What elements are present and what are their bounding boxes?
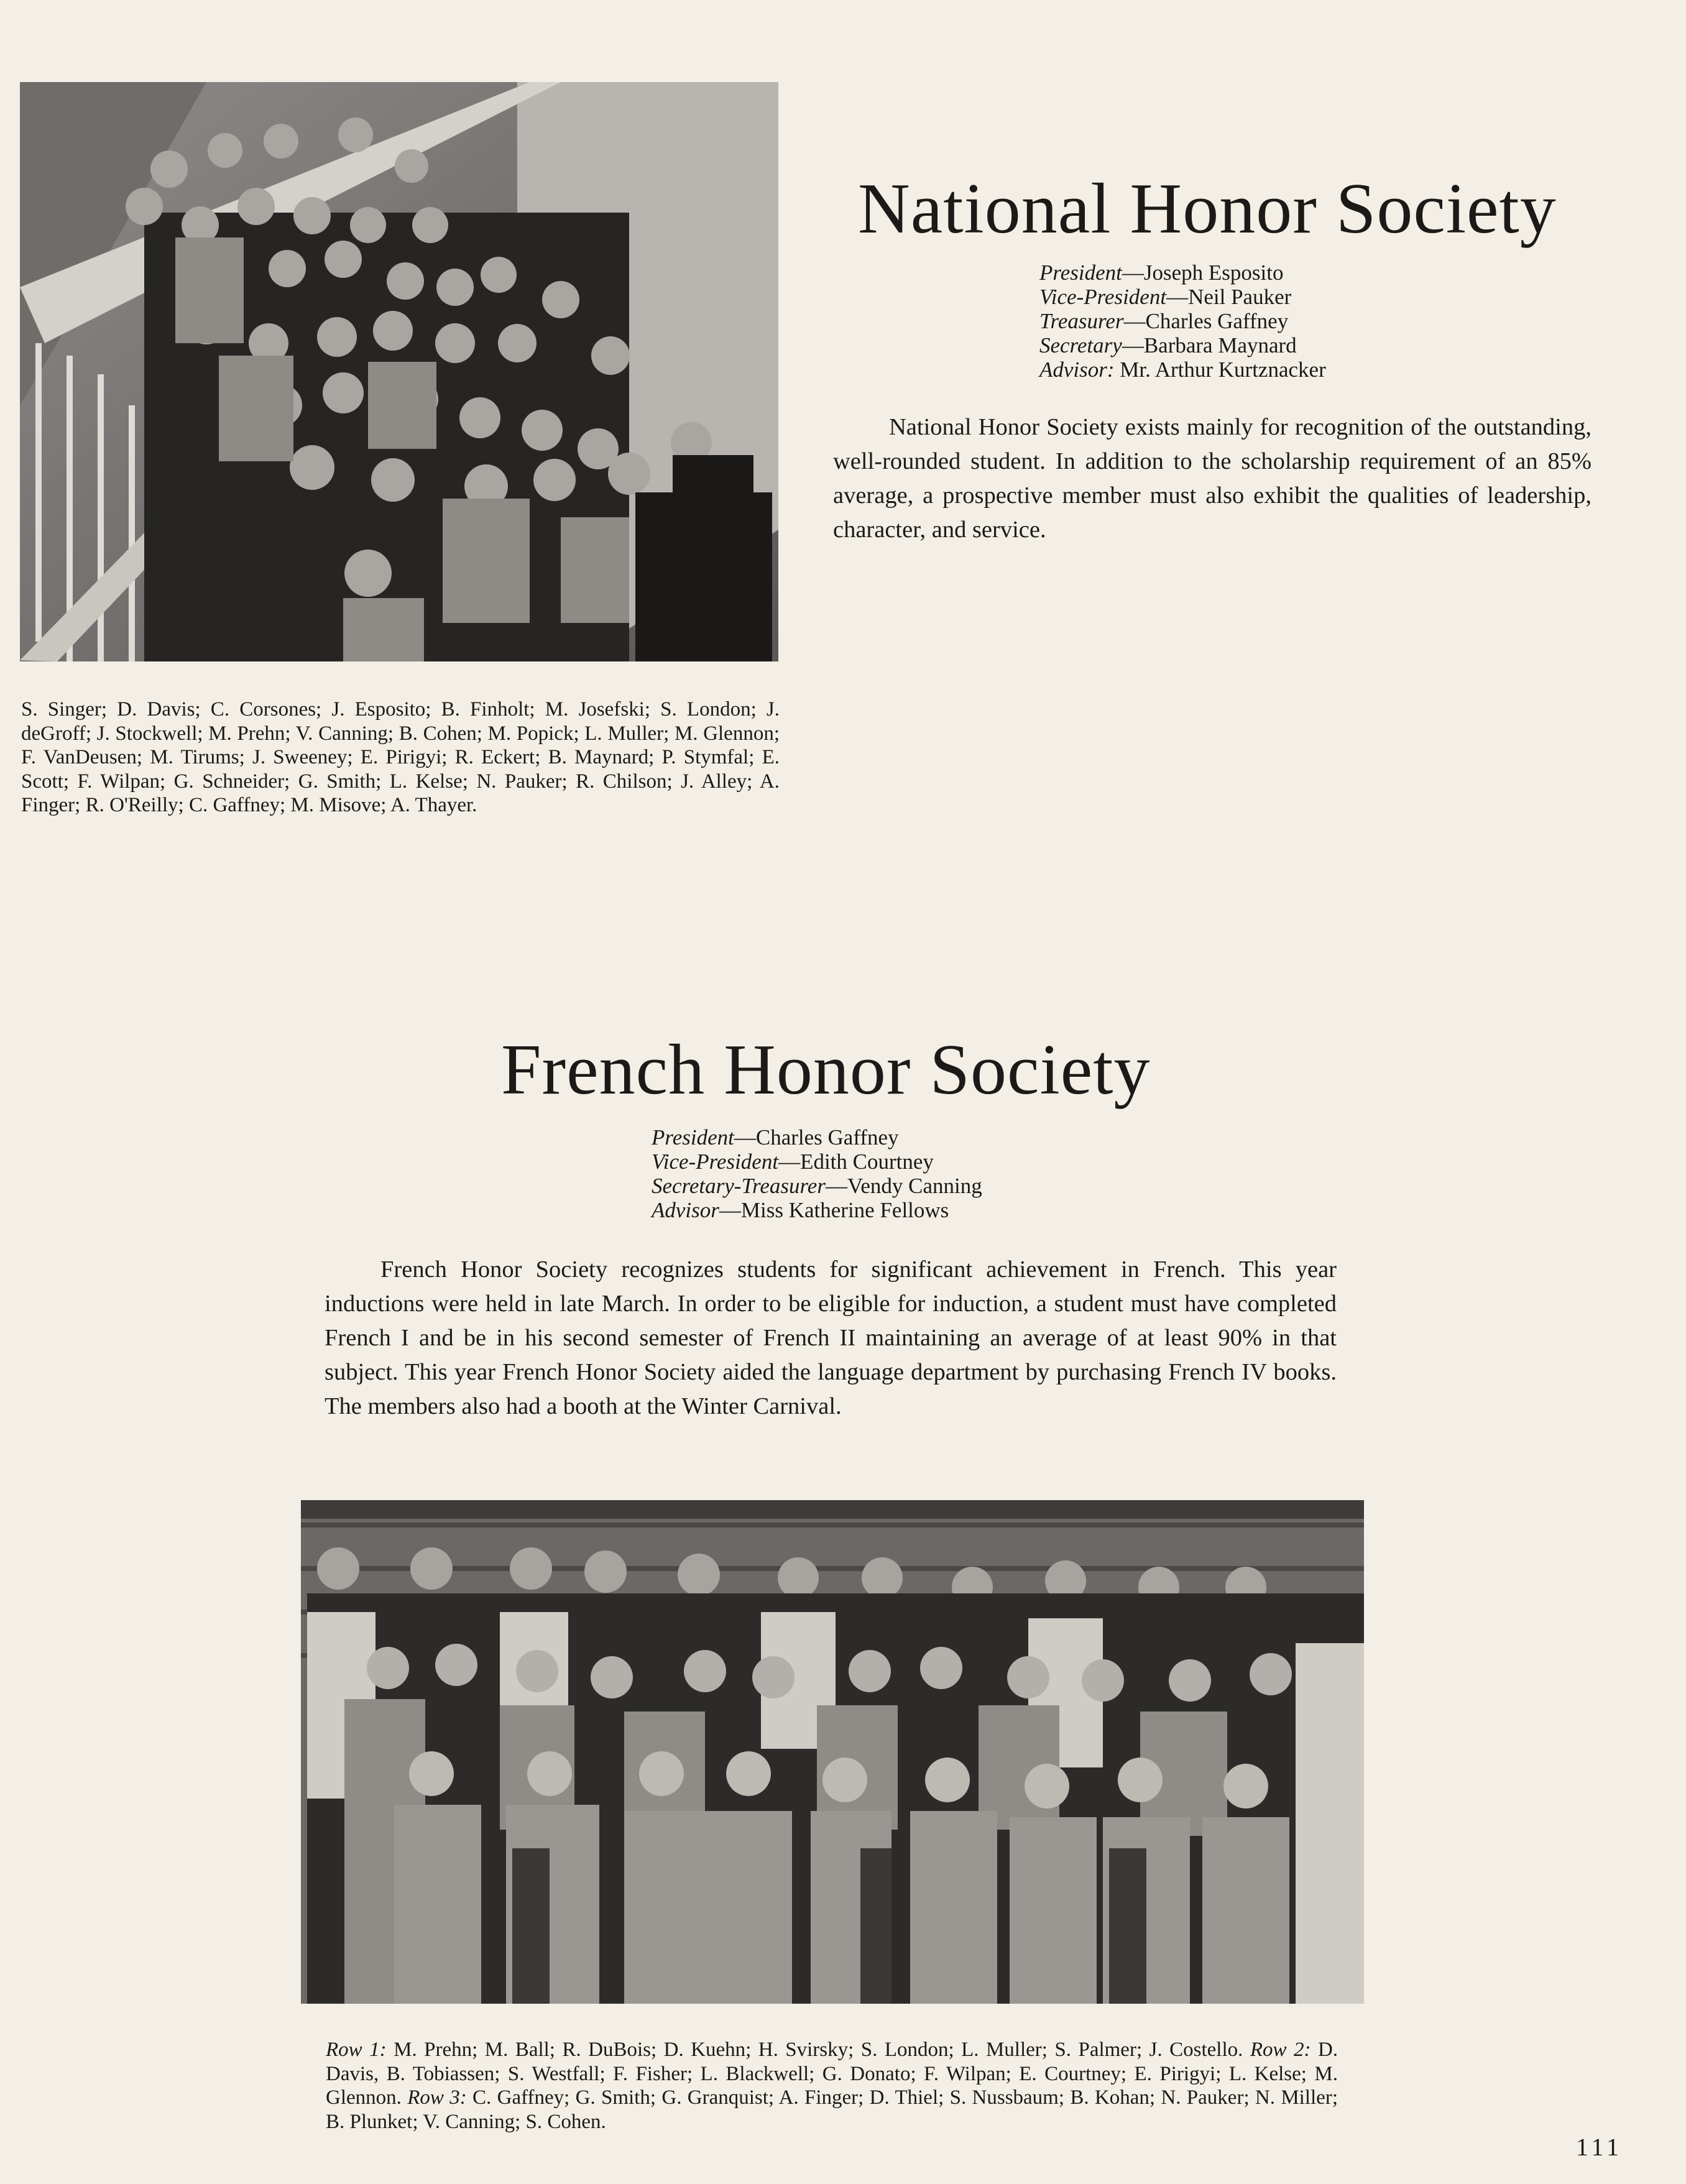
fhs-officer-line [652, 1198, 982, 1222]
fhs-officer-line [652, 1150, 982, 1174]
nhs-officer-separator: — [1122, 333, 1144, 357]
nhs-officer-line [1039, 260, 1326, 285]
fhs-officer-name: Vendy Canning [847, 1174, 982, 1198]
nhs-officer-role: Treasurer [1039, 309, 1124, 333]
nhs-title: National Honor Society [858, 169, 1557, 249]
fhs-officer-name: Charles Gaffney [755, 1125, 899, 1150]
nhs-officer-role: Vice-President [1039, 285, 1167, 309]
nhs-officer-role: Advisor: [1039, 357, 1115, 382]
caption-row-names: C. Gaffney; G. Smith; G. Granquist; A. Finger; D. Thiel; S. Nussbaum; B. Kohan; N. Pauker; N. Miller; B. Plunket; V. Canning; S. Cohen. [326, 2086, 1338, 2133]
fhs-photo-image [301, 1500, 1364, 2004]
nhs-description: National Honor Society exists mainly for recognition of the outstanding, well-rounded student. In addition to the scholarship requirement of an 85% average, a prospective member must also exhibit the qualities of leadership, character, and service. [833, 414, 1592, 543]
nhs-photo-caption: S. Singer; D. Davis; C. Corsones; J. Esposito; B. Finholt; M. Josefski; S. London; J. deGroff; J. Stockwell; M. Prehn; V. Canning; B. Cohen; M. Popick; L. Muller; M. Glennon; F. VanDeusen; M. Tirums; J. Sweeney; E. Pirigyi; R. Eckert; B. Maynard; P. Stymfal; E. Scott; F. Wilpan; G. Schneider; G. Smith; L. Kelse; N. Pauker; R. Chilson; J. Alley; A. Finger; R. O'Reilly; C. Gaffney; M. Misove; A. Thayer. [21, 698, 780, 816]
caption-row-label: Row 2: [1250, 2039, 1311, 2061]
nhs-officer-name: Barbara Maynard [1143, 333, 1297, 357]
nhs-officer-name: Neil Pauker [1188, 285, 1292, 309]
nhs-officer-line [1039, 357, 1326, 382]
fhs-officer-role: Vice-President [652, 1150, 779, 1174]
fhs-officer-separator: — [734, 1125, 756, 1150]
nhs-officer-role: Secretary [1039, 333, 1122, 357]
fhs-officer-role: Secretary-Treasurer [652, 1174, 826, 1198]
nhs-group-photo [20, 82, 778, 661]
fhs-officer-list [652, 1125, 982, 1222]
caption-row-names: M. Prehn; M. Ball; R. DuBois; D. Kuehn; H. Svirsky; S. London; L. Muller; S. Palmer; J. Costello. [394, 2039, 1243, 2061]
caption-row-label: Row 3: [407, 2086, 467, 2109]
nhs-officer-line [1039, 309, 1326, 333]
nhs-officer-separator: — [1123, 309, 1146, 333]
fhs-group-photo [301, 1500, 1364, 2004]
nhs-officer-line [1039, 285, 1326, 309]
fhs-officer-separator: — [778, 1150, 801, 1174]
nhs-officer-list [1039, 260, 1326, 382]
nhs-officer-name: Mr. Arthur Kurtznacker [1120, 357, 1326, 382]
fhs-officer-separator: — [825, 1174, 847, 1198]
nhs-officer-separator: — [1122, 260, 1144, 285]
caption-row-label: Row 1: [326, 2039, 387, 2061]
nhs-photo-image [20, 82, 778, 661]
fhs-photo-caption [326, 2038, 1338, 2134]
page-number: 111 [1576, 2133, 1623, 2161]
caption-row-names: D. Davis, B. Tobiassen; S. Westfall; F. Fisher; L. Blackwell; G. Donato; F. Wilpan; E. Courtney; E. Pirigyi; L. Kelse; M. Glennon. [326, 2039, 1338, 2109]
nhs-officer-line [1039, 333, 1326, 357]
fhs-officer-name: Miss Katherine Fellows [740, 1198, 949, 1222]
fhs-officer-role: Advisor [652, 1198, 719, 1222]
nhs-officer-separator [1115, 357, 1120, 382]
fhs-description: French Honor Society recognizes students for significant achievement in French. This year inductions were held in late March. In order to be eligible for induction, a student must have completed French I and be in his second semester of French II maintaining an average of at least 90% in that subject. This year French Honor Society aided the language department by purchasing French IV books. The members also had a booth at the Winter Carnival. [325, 1256, 1337, 1419]
nhs-officer-name: Charles Gaffney [1145, 309, 1289, 333]
fhs-officer-separator: — [719, 1198, 741, 1222]
nhs-officer-name: Joseph Esposito [1143, 260, 1284, 285]
fhs-officer-name: Edith Courtney [800, 1150, 934, 1174]
fhs-officer-role: President [652, 1125, 734, 1150]
fhs-officer-line [652, 1125, 982, 1150]
nhs-officer-role: President [1039, 260, 1122, 285]
nhs-officer-separator: — [1166, 285, 1189, 309]
fhs-officer-line [652, 1174, 982, 1198]
fhs-title: French Honor Society [501, 1030, 1151, 1110]
